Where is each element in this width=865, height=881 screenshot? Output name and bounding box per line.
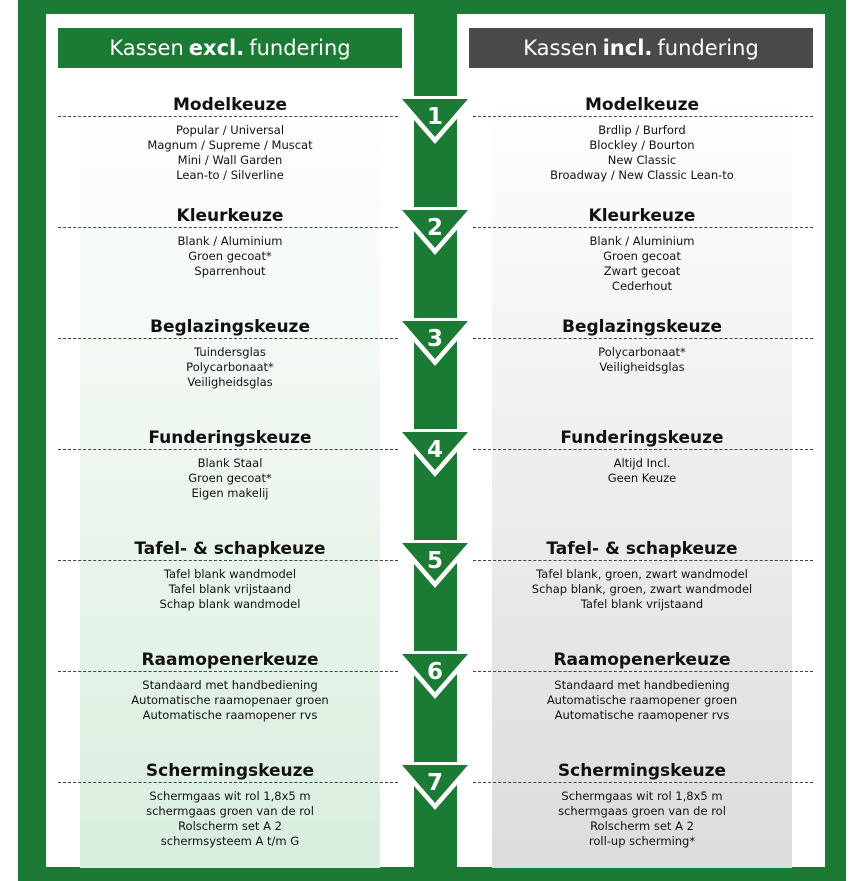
left-step-option: Rolscherm set A 2	[178, 819, 282, 833]
right-step-option: roll-up scherming*	[588, 834, 696, 848]
left-step-option: Magnum / Supreme / Muscat	[147, 138, 313, 152]
right-step-title: Tafel- & schapkeuze	[546, 539, 738, 559]
left-step-options	[80, 345, 380, 390]
step-number: 4	[426, 437, 444, 463]
step-marker	[393, 318, 477, 366]
left-header-emphasis: excl.	[188, 36, 245, 60]
step-divider-left	[58, 560, 398, 561]
left-step-options	[80, 567, 380, 612]
step-arrow-icon	[393, 762, 477, 810]
step-divider-left	[58, 338, 398, 339]
step-divider-left	[58, 116, 398, 117]
right-step-option: Schap blank, groen, zwart wandmodel	[531, 582, 753, 596]
right-step-option: Cederhout	[611, 279, 673, 293]
step-marker	[393, 429, 477, 477]
step-marker	[393, 540, 477, 588]
right-step-option: Altijd Incl.	[613, 456, 671, 470]
step-arrow-icon	[393, 540, 477, 588]
right-step-option: Tafel blank, groen, zwart wandmodel	[536, 567, 748, 581]
left-step-option: Lean-to / Silverline	[176, 168, 284, 182]
step-divider-right	[473, 671, 813, 672]
right-step-option: Standaard met handbediening	[554, 678, 730, 692]
step-divider-right	[473, 227, 813, 228]
step-arrow-icon	[393, 651, 477, 699]
left-step-options	[80, 456, 380, 501]
step-divider-left	[58, 449, 398, 450]
left-step-option: Veiligheidsglas	[187, 375, 273, 389]
left-step-option: Popular / Universal	[175, 123, 285, 137]
right-step-title: Funderingskeuze	[560, 428, 724, 448]
right-step-title: Kleurkeuze	[588, 206, 696, 226]
left-step-option: Blank Staal	[197, 456, 263, 470]
step-number: 2	[426, 215, 444, 241]
right-header-suffix: fundering	[657, 36, 759, 60]
right-step-option: Tafel blank vrijstaand	[580, 597, 704, 611]
step-divider-right	[473, 449, 813, 450]
left-step-option: Groen gecoat*	[188, 249, 272, 263]
right-step-options	[492, 456, 792, 486]
step-divider-left	[58, 782, 398, 783]
left-step-option: Automatische raamopenaer groen	[131, 693, 329, 707]
right-step-option: schermgaas groen van de rol	[558, 804, 726, 818]
right-step-title: Modelkeuze	[584, 95, 700, 115]
step-arrow-icon	[393, 318, 477, 366]
left-step-option: Eigen makelij	[191, 486, 269, 500]
left-step-title: Tafel- & schapkeuze	[134, 539, 326, 559]
left-step-option: schermsysteem A t/m G	[160, 834, 300, 848]
left-header-prefix: Kassen	[109, 36, 184, 60]
right-step-options	[492, 567, 792, 612]
left-step-option: Polycarbonaat*	[186, 360, 274, 374]
right-step-option: Automatische raamopener groen	[546, 693, 738, 707]
right-step-option: Broadway / New Classic Lean-to	[550, 168, 734, 182]
left-step-option: Tafel blank vrijstaand	[168, 582, 292, 596]
left-step-title: Beglazingskeuze	[150, 317, 310, 337]
right-step-options	[492, 345, 792, 375]
left-step-options	[80, 123, 380, 183]
step-number: 6	[426, 659, 444, 685]
step-number: 5	[426, 548, 444, 574]
left-step-options	[80, 234, 380, 279]
left-step-option: Standaard met handbediening	[142, 678, 318, 692]
step-divider-right	[473, 338, 813, 339]
right-step-option: Groen gecoat	[603, 249, 681, 263]
right-step-option: Schermgaas wit rol 1,8x5 m	[561, 789, 723, 803]
right-step-title: Schermingskeuze	[557, 761, 727, 781]
right-step-title: Raamopenerkeuze	[553, 650, 731, 670]
right-step-options	[492, 234, 792, 294]
right-step-options	[492, 123, 792, 183]
step-arrow-icon	[393, 96, 477, 144]
right-header	[469, 28, 813, 68]
left-step-options	[80, 789, 380, 849]
left-step-option: Sparrenhout	[194, 264, 266, 278]
step-marker	[393, 762, 477, 810]
left-step-option: Automatische raamopener rvs	[142, 708, 318, 722]
step-marker	[393, 207, 477, 255]
left-header-suffix: fundering	[249, 36, 351, 60]
left-header	[58, 28, 402, 68]
left-step-option: Groen gecoat*	[188, 471, 272, 485]
right-step-option: Rolscherm set A 2	[590, 819, 694, 833]
left-step-option: schermgaas groen van de rol	[146, 804, 314, 818]
right-step-option: Brdlip / Burford	[598, 123, 686, 137]
left-step-title: Kleurkeuze	[176, 206, 284, 226]
left-step-title: Schermingskeuze	[145, 761, 315, 781]
right-step-option: Automatische raamopener rvs	[554, 708, 730, 722]
right-step-option: Blockley / Bourton	[589, 138, 695, 152]
step-arrow-icon	[393, 207, 477, 255]
right-step-option: Veiligheidsglas	[599, 360, 685, 374]
right-step-option: Blank / Aluminium	[589, 234, 695, 248]
left-step-title: Raamopenerkeuze	[141, 650, 319, 670]
right-header-emphasis: incl.	[602, 36, 653, 60]
left-step-options	[80, 678, 380, 723]
right-header-prefix: Kassen	[523, 36, 598, 60]
step-divider-right	[473, 560, 813, 561]
step-number: 1	[426, 104, 444, 130]
left-step-option: Blank / Aluminium	[177, 234, 283, 248]
step-divider-right	[473, 782, 813, 783]
step-divider-left	[58, 227, 398, 228]
right-step-options	[492, 789, 792, 849]
left-step-option: Mini / Wall Garden	[177, 153, 283, 167]
step-marker	[393, 96, 477, 144]
step-number: 3	[426, 326, 444, 352]
right-step-option: New Classic	[607, 153, 677, 167]
step-arrow-icon	[393, 429, 477, 477]
right-step-title: Beglazingskeuze	[562, 317, 722, 337]
left-step-title: Funderingskeuze	[148, 428, 312, 448]
step-number: 7	[426, 770, 444, 796]
right-step-option: Zwart gecoat	[603, 264, 681, 278]
right-step-options	[492, 678, 792, 723]
step-divider-left	[58, 671, 398, 672]
left-step-title: Modelkeuze	[172, 95, 288, 115]
left-step-option: Schap blank wandmodel	[159, 597, 301, 611]
left-step-option: Tafel blank wandmodel	[163, 567, 297, 581]
step-marker	[393, 651, 477, 699]
right-step-option: Polycarbonaat*	[598, 345, 686, 359]
left-step-option: Schermgaas wit rol 1,8x5 m	[149, 789, 311, 803]
right-step-option: Geen Keuze	[607, 471, 677, 485]
step-divider-right	[473, 116, 813, 117]
left-step-option: Tuindersglas	[194, 345, 266, 359]
